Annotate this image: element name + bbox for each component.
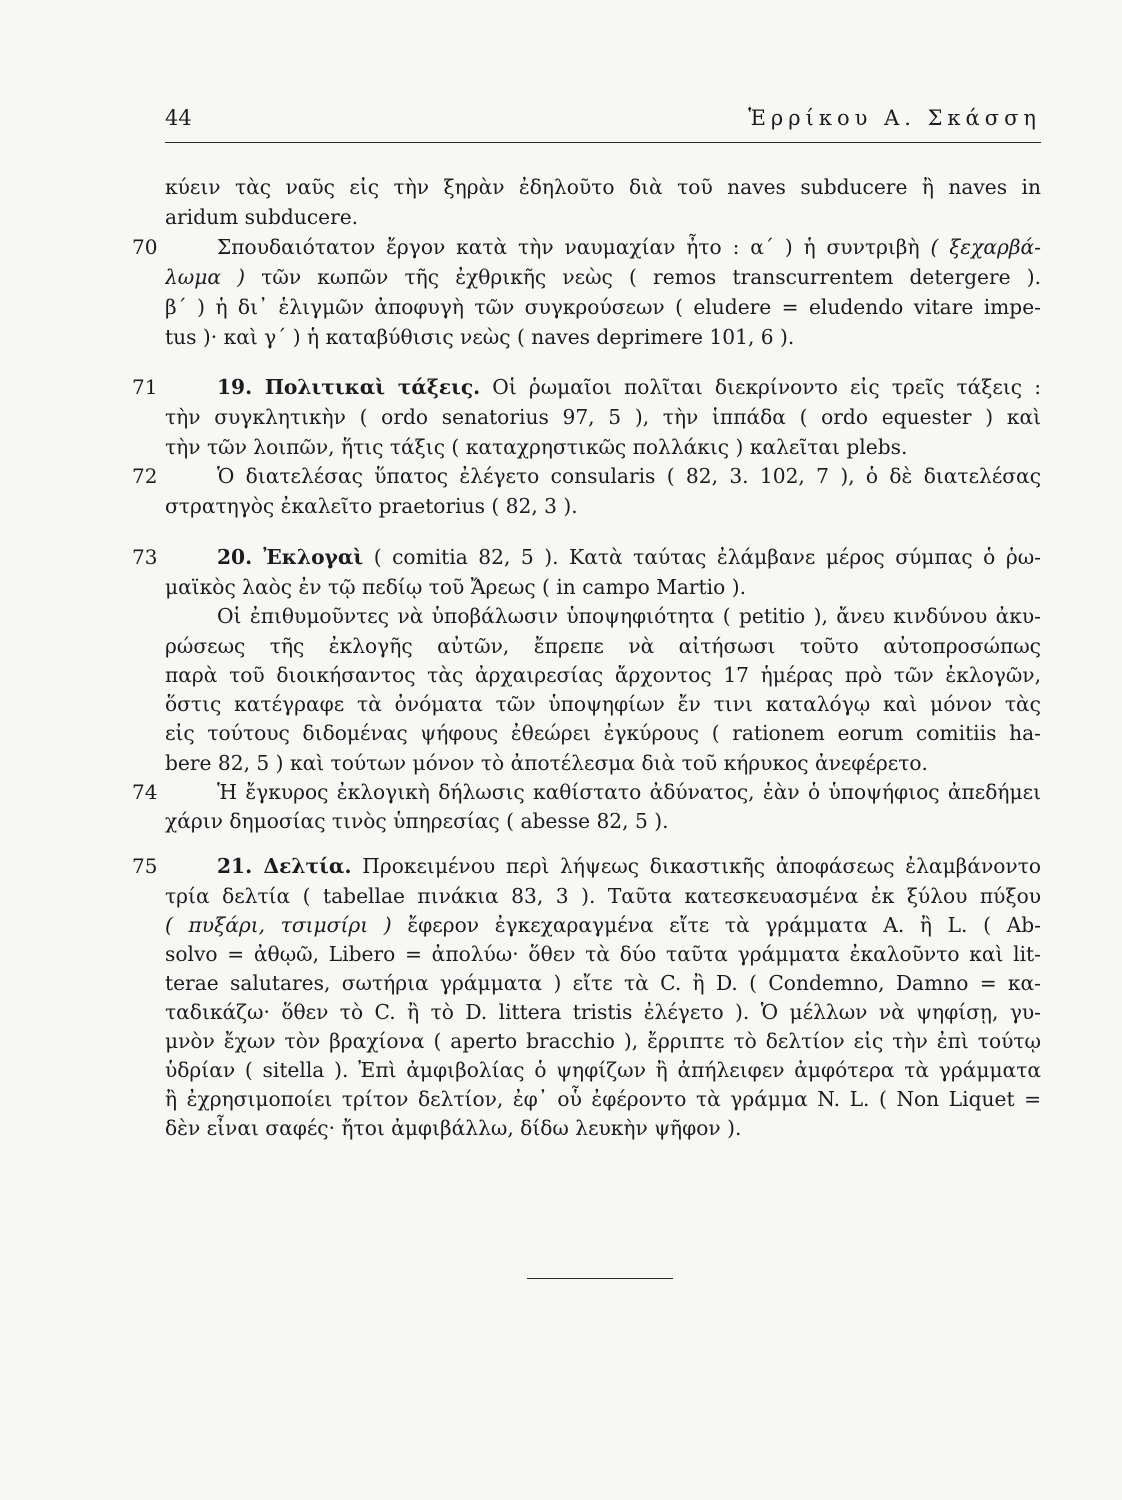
text-line: ὑδρίαν ( sitella ). Ἐπὶ ἀμφιβολίας ὁ ψηφίζων ἢ ἀπήλειφεν ἀμφότερα τὰ γράμματα — [165, 1058, 1041, 1082]
margin-number: 75 — [132, 854, 158, 878]
text-line: bere 82, 5 ) καὶ τούτων μόνον τὸ ἀποτέλεσμα διὰ τοῦ κήρυκος ἀνεφέρετο. — [165, 751, 928, 775]
text-line: ὅστις κατέγραφε τὰ ὀνόματα τῶν ὑποψηφίων ἔν τινι καταλόγῳ καὶ μόνον τὰς — [165, 692, 1041, 716]
section-heading: 19. Πολιτικαὶ τάξεις. — [217, 375, 481, 399]
text-line: λωμα ) τῶν κωπῶν τῆς ἐχθρικῆς νεὼς ( remos transcurrentem detergere ). — [165, 265, 1041, 289]
text-line: ρώσεως τῆς ἐκλογῆς αὐτῶν, ἔπρεπε νὰ αἰτήσωσι τοῦτο αὐτοπροσώπως — [165, 634, 1041, 658]
text-line: Ὁ διατελέσας ὕπατος ἐλέγετο consularis ( 82, 3. 102, 7 ), ὁ δὲ διατελέσας — [217, 464, 1041, 488]
text-line: κύειν τὰς ναῦς εἰς τὴν ξηρὰν ἐδηλοῦτο διὰ τοῦ naves subducere ἢ naves in — [165, 175, 1041, 199]
section-heading-line: 21. Δελτία. Προκειμένου περὶ λήψεως δικαστικῆς ἀποφάσεως ἐλαμβάνοντο — [217, 854, 1041, 878]
margin-number: 73 — [132, 545, 158, 569]
margin-number: 70 — [132, 235, 158, 259]
running-head: Ἑρρίκου Α. Σκάσση — [748, 106, 1041, 130]
footer-rule — [527, 1278, 673, 1279]
text-line: τὴν τῶν λοιπῶν, ἥτις τάξις ( καταχρηστικῶς πολλάκις ) καλεῖται plebs. — [165, 435, 908, 459]
margin-number: 74 — [132, 780, 158, 804]
text-line: ἢ ἐχρησιμοποίει τρίτον δελτίον, ἐφ᾽ οὗ ἐφέροντο τὰ γράμμα N. L. ( Non Liquet = — [165, 1087, 1041, 1111]
text-line: tus )· καὶ γ΄ ) ἡ καταβύθισις νεὼς ( naves deprimere 101, 6 ). — [165, 325, 795, 349]
text-line: τὴν συγκλητικὴν ( ordo senatorius 97, 5 ), τὴν ἱππάδα ( ordo equester ) καὶ — [165, 405, 1041, 429]
text-line: ταδικάζω· ὅθεν τὸ C. ἢ τὸ D. littera tristis ἐλέγετο ). Ὁ μέλλων νὰ ψηφίσῃ, γυ- — [165, 1000, 1041, 1024]
text-line: Σπουδαιότατον ἔργον κατὰ τὴν ναυμαχίαν ἦτο : α΄ ) ἡ συντριβὴ ( ξεχαρβά- — [217, 235, 1041, 259]
text-line: στρατηγὸς ἐκαλεῖτο praetorius ( 82, 3 ). — [165, 494, 578, 518]
text-line: τρία δελτία ( tabellae πινάκια 83, 3 ). Ταῦτα κατεσκευασμένα ἐκ ξύλου πύξου — [165, 884, 1041, 908]
text-line: χάριν δημοσίας τινὸς ὑπηρεσίας ( abesse 82, 5 ). — [165, 809, 669, 833]
section-heading-line: 20. Ἐκλογαὶ ( comitia 82, 5 ). Κατὰ ταύτας ἐλάμβανε μέρος σύμπας ὁ ῥω- — [217, 545, 1041, 569]
text-line: μνὸν ἔχων τὸν βραχίονα ( aperto bracchio ), ἔρριπτε τὸ δελτίον εἰς τὴν ἐπὶ τούτῳ — [165, 1029, 1041, 1053]
text-line: Οἱ ἐπιθυμοῦντες νὰ ὑποβάλωσιν ὑποψηφιότητα ( petitio ), ἄνευ κινδύνου ἀκυ- — [217, 604, 1041, 628]
page-number: 44 — [165, 106, 192, 130]
text-line: εἰς τούτους διδομένας ψήφους ἐθεώρει ἐγκύρους ( rationem eorum comitiis ha- — [165, 721, 1041, 745]
text-line: Ἡ ἔγκυρος ἐκλογικὴ δήλωσις καθίστατο ἀδύνατος, ἐὰν ὁ ὑποψήφιος ἀπεδήμει — [217, 780, 1041, 804]
text-line: terae salutares, σωτήρια γράμματα ) εἴτε τὰ C. ἢ D. ( Condemno, Damno = κα- — [165, 971, 1041, 995]
text-line: δὲν εἶναι σαφές· ἤτοι ἀμφιβάλλω, δίδω λευκὴν ψῆφον ). — [165, 1116, 742, 1140]
text-line: aridum subducere. — [165, 205, 359, 229]
text-line: β΄ ) ἡ δι᾽ ἑλιγμῶν ἀποφυγὴ τῶν συγκρούσεων ( eludere = eludendo vitare impe- — [165, 295, 1041, 319]
margin-number: 72 — [132, 464, 158, 488]
section-heading-line: 19. Πολιτικαὶ τάξεις. Οἱ ῥωμαῖοι πολῖται διεκρίνοντο εἰς τρεῖς τάξεις : — [217, 375, 1041, 399]
text-line: solvo = ἀθῳῶ, Libero = ἀπολύω· ὅθεν τὰ δύο ταῦτα γράμματα ἐκαλοῦντο καὶ lit- — [165, 942, 1041, 966]
page-header — [165, 98, 1041, 143]
margin-number: 71 — [132, 375, 158, 399]
section-heading: 21. Δελτία. — [217, 854, 352, 878]
section-heading: 20. Ἐκλογαὶ — [217, 545, 364, 569]
text-line: μαϊκὸς λαὸς ἐν τῷ πεδίῳ τοῦ Ἄρεως ( in campo Martio ). — [165, 575, 746, 599]
text-line: παρὰ τοῦ διοικήσαντος τὰς ἀρχαιρεσίας ἄρχοντος 17 ἡμέρας πρὸ τῶν ἐκλογῶν, — [165, 663, 1041, 687]
text-line: ( πυξάρι, τσιμσίρι ) ἔφερον ἐγκεχαραγμένα εἴτε τὰ γράμματα A. ἢ L. ( Ab- — [165, 913, 1041, 937]
